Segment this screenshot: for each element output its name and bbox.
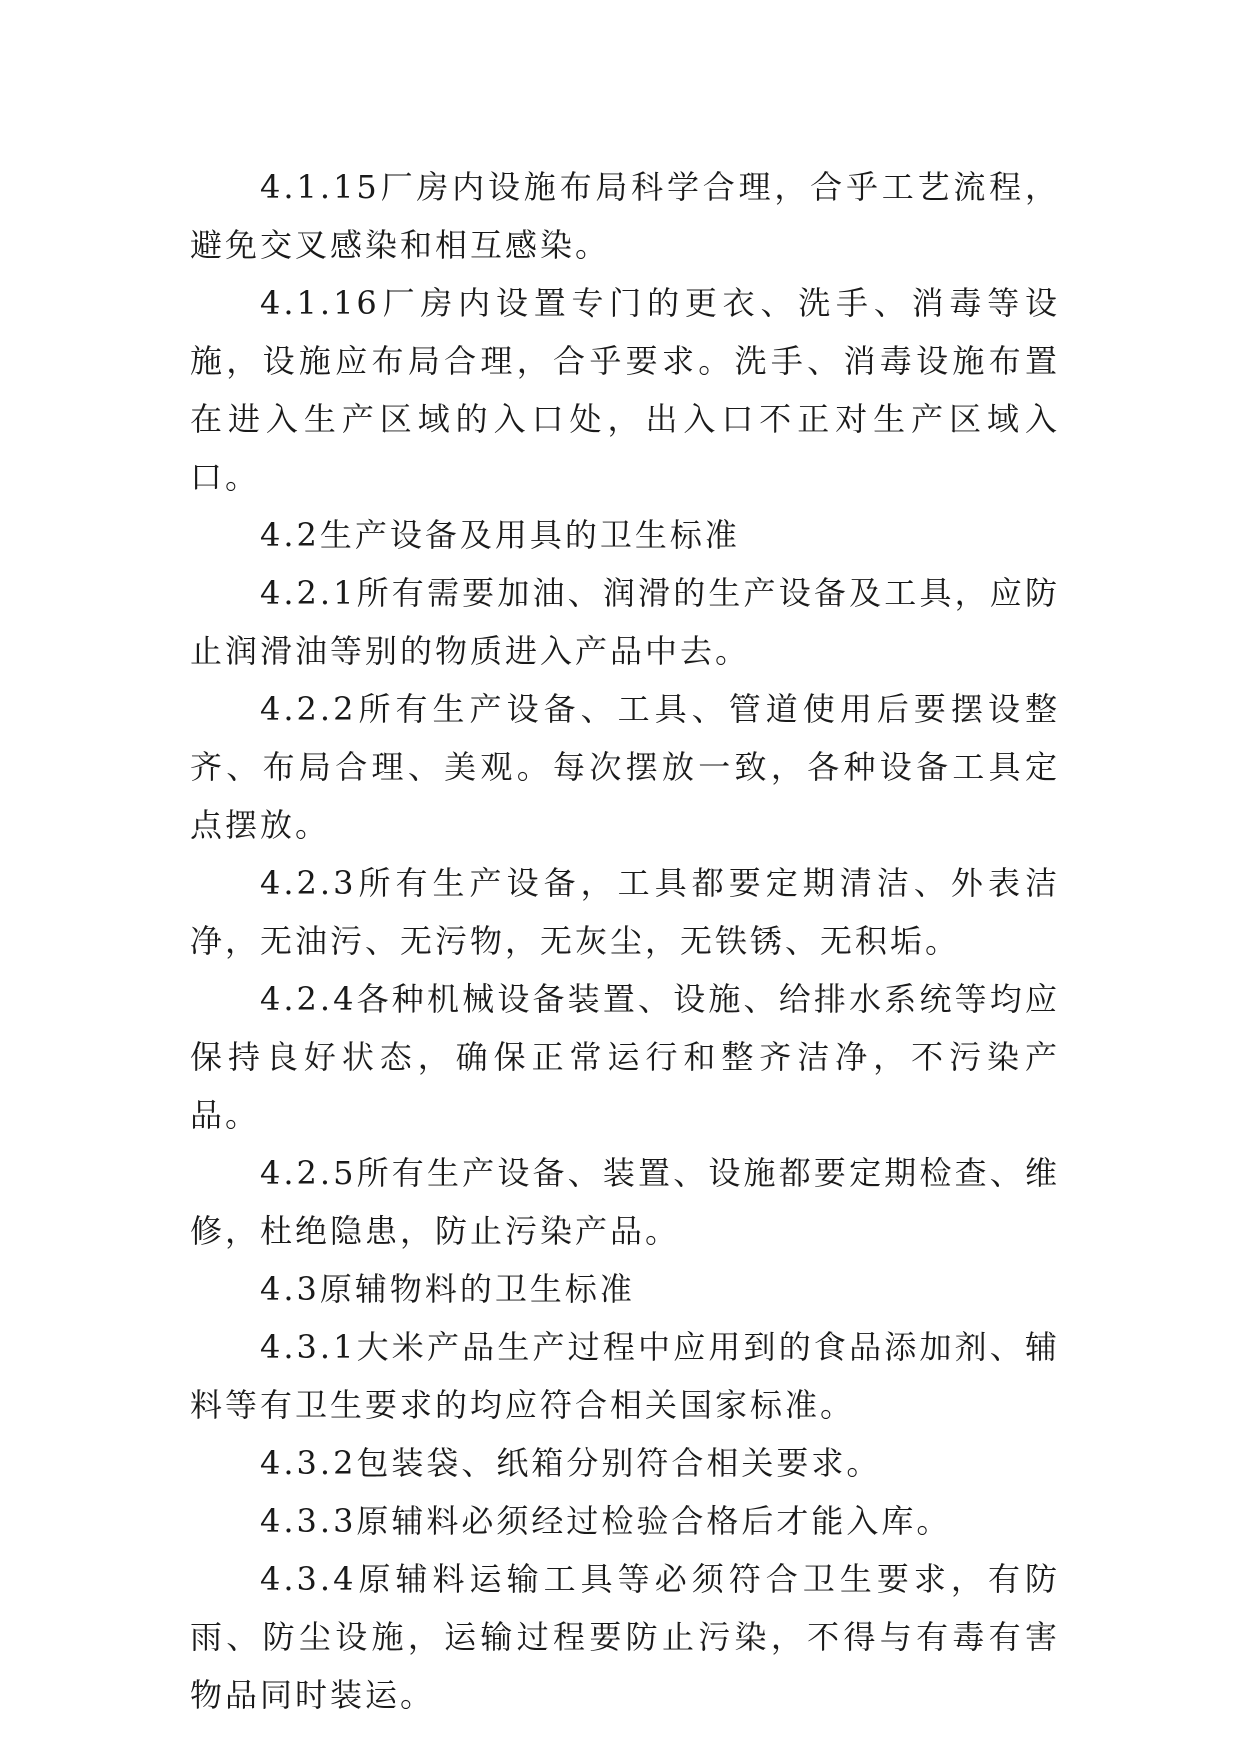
paragraph-4-3-2: 4.3.2包装袋、纸箱分别符合相关要求。	[260, 1444, 882, 1482]
section-heading-4-2: 4.2生产设备及用具的卫生标准	[260, 516, 740, 554]
paragraph-4-2-3: 4.2.3所有生产设备，工具都要定期清洁、外表洁净，无油污、无污物，无灰尘，无铁锈、无积垢。	[190, 864, 1060, 960]
paragraph-4-2-5: 4.2.5所有生产设备、装置、设施都要定期检查、维修，杜绝隐患，防止污染产品。	[190, 1154, 1060, 1250]
paragraph-4-1-15: 4.1.15厂房内设施布局科学合理，合乎工艺流程，避免交叉感染和相互感染。	[190, 168, 1060, 264]
paragraph-4-2-4: 4.2.4各种机械设备装置、设施、给排水系统等均应保持良好状态，确保正常运行和整齐洁净，不污染产品。	[190, 980, 1060, 1134]
paragraph-4-3-4: 4.3.4原辅料运输工具等必须符合卫生要求，有防雨、防尘设施，运输过程要防止污染，不得与有毒有害物品同时装运。	[190, 1560, 1060, 1714]
paragraph-4-1-16: 4.1.16厂房内设置专门的更衣、洗手、消毒等设施，设施应布局合理，合乎要求。洗手、消毒设施布置在进入生产区域的入口处，出入口不正对生产区域入口。	[190, 284, 1060, 496]
paragraph-4-2-1: 4.2.1所有需要加油、润滑的生产设备及工具，应防止润滑油等别的物质进入产品中去。	[190, 574, 1060, 670]
section-heading-4-3: 4.3原辅物料的卫生标准	[260, 1270, 635, 1308]
paragraph-4-2-2: 4.2.2所有生产设备、工具、管道使用后要摆设整齐、布局合理、美观。每次摆放一致，各种设备工具定点摆放。	[190, 690, 1060, 844]
paragraph-4-3-3: 4.3.3原辅料必须经过检验合格后才能入库。	[260, 1502, 952, 1540]
document-body	[190, 158, 1060, 1724]
paragraph-4-3-1: 4.3.1大米产品生产过程中应用到的食品添加剂、辅料等有卫生要求的均应符合相关国家标准。	[190, 1328, 1060, 1424]
